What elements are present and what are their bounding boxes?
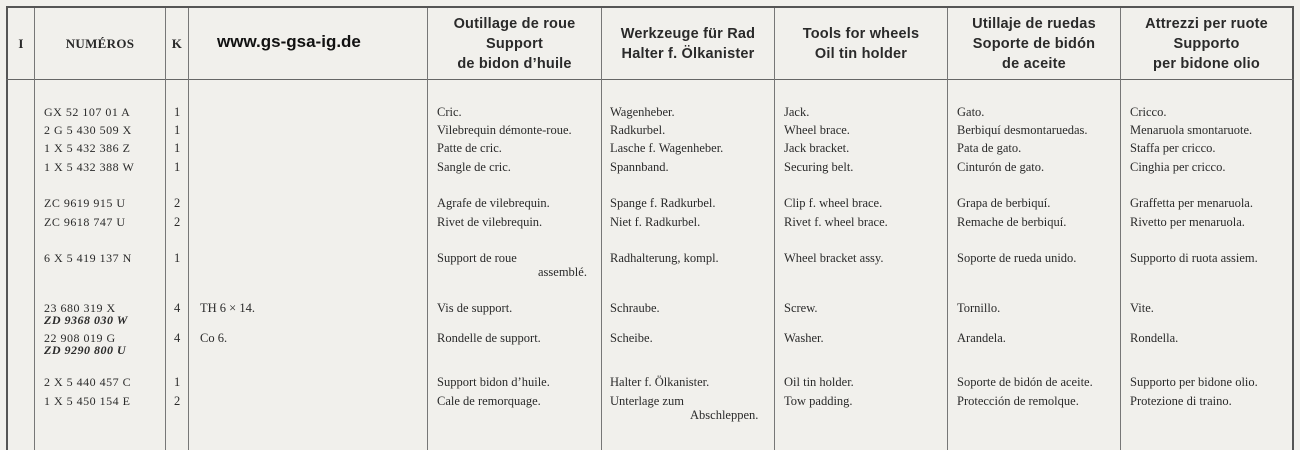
desc-fr: Cric.: [437, 105, 462, 119]
desc-fr: Rondelle de support.: [437, 331, 541, 345]
desc-es: Gato.: [957, 105, 985, 119]
desc-it: Graffetta per menaruola.: [1130, 196, 1253, 210]
desc-de: Unterlage zum: [610, 394, 684, 408]
desc-es: Protección de remolque.: [957, 394, 1079, 408]
quantity: 4: [174, 331, 181, 345]
desc-en: Jack.: [784, 105, 810, 119]
header-english: Tools for wheels Oil tin holder: [802, 25, 920, 62]
part-number: 2 G 5 430 509 X: [44, 123, 132, 137]
desc-fr: Support de roue: [437, 251, 517, 265]
desc-fr: Agrafe de vilebrequin.: [437, 196, 550, 210]
alt-part-number: ZD 9368 030 W: [44, 313, 128, 327]
quantity: 2: [174, 215, 181, 229]
part-number: 1 X 5 450 154 E: [44, 394, 131, 408]
desc-en: Washer.: [784, 331, 824, 345]
part-number: ZC 9619 915 U: [44, 196, 126, 210]
desc-de: Radhalterung, kompl.: [610, 251, 719, 265]
desc-it: Menaruola smontaruote.: [1130, 123, 1253, 137]
desc-de: Radkurbel.: [610, 123, 666, 137]
part-number: 1 X 5 432 388 W: [44, 160, 135, 174]
website-watermark: www.gs-gsa-ig.de: [217, 32, 361, 51]
header-numeros: NUMÉROS: [65, 35, 135, 51]
quantity: 1: [174, 141, 181, 155]
desc-fr: Patte de cric.: [437, 141, 502, 155]
desc-fr: Cale de remorquage.: [437, 394, 541, 408]
desc-de: Halter f. Ölkanister.: [610, 375, 710, 389]
part-number: 22 908 019 G: [44, 331, 116, 345]
header-divider: [6, 79, 1294, 80]
quantity: 1: [174, 160, 181, 174]
desc-it: Supporto di ruota assiem.: [1130, 251, 1258, 265]
desc-fr: Vilebrequin démonte-roue.: [437, 123, 572, 137]
header-german: Werkzeuge für Rad Halter f. Ölkanister: [620, 25, 756, 62]
desc-it: Supporto per bidone olio.: [1130, 375, 1258, 389]
header-italian: Attrezzi per ruote Supporto per bidone olio: [1145, 15, 1268, 72]
header-index: I: [18, 35, 24, 51]
desc-es: Remache de berbiquí.: [957, 215, 1067, 229]
desc-en: Clip f. wheel brace.: [784, 196, 883, 210]
alt-part-number: ZD 9290 800 U: [44, 343, 127, 357]
quantity: 2: [174, 196, 181, 210]
desc-fr-continued: assemblé.: [538, 265, 587, 279]
desc-en: Tow padding.: [784, 394, 853, 408]
desc-fr: Support bidon d’huile.: [437, 375, 550, 389]
desc-es: Cinturón de gato.: [957, 160, 1045, 174]
quantity: 2: [174, 394, 181, 408]
desc-es: Tornillo.: [957, 301, 1001, 315]
desc-en: Wheel bracket assy.: [784, 251, 884, 265]
desc-de-continued: Abschleppen.: [690, 408, 759, 422]
table-frame-right: [1292, 6, 1294, 450]
desc-it: Rivetto per menaruola.: [1130, 215, 1245, 229]
spec-note: TH 6 × 14.: [200, 301, 255, 315]
desc-en: Screw.: [784, 301, 818, 315]
header-k: K: [171, 35, 183, 51]
desc-en: Jack bracket.: [784, 141, 850, 155]
desc-en: Oil tin holder.: [784, 375, 854, 389]
desc-es: Berbiquí desmontaruedas.: [957, 123, 1088, 137]
desc-es: Soporte de rueda unido.: [957, 251, 1077, 265]
desc-de: Spannband.: [610, 160, 669, 174]
quantity: 1: [174, 105, 181, 119]
desc-it: Protezione di traino.: [1130, 394, 1232, 408]
desc-it: Staffa per cricco.: [1130, 141, 1216, 155]
desc-es: Soporte de bidón de aceite.: [957, 375, 1093, 389]
desc-de: Niet f. Radkurbel.: [610, 215, 701, 229]
desc-es: Arandela.: [957, 331, 1006, 345]
desc-en: Wheel brace.: [784, 123, 850, 137]
column-divider: [188, 8, 189, 450]
desc-de: Wagenheber.: [610, 105, 675, 119]
part-number: ZC 9618 747 U: [44, 215, 126, 229]
quantity: 1: [174, 251, 181, 265]
desc-en: Securing belt.: [784, 160, 854, 174]
desc-es: Pata de gato.: [957, 141, 1022, 155]
desc-it: Cricco.: [1130, 105, 1167, 119]
header-spanish: Utillaje de ruedas Soporte de bidón de aceite: [972, 15, 1096, 72]
desc-it: Vite.: [1130, 301, 1154, 315]
header-french: Outillage de roue Support de bidon d’huile: [453, 15, 576, 72]
desc-en: Rivet f. wheel brace.: [784, 215, 888, 229]
desc-de: Lasche f. Wagenheber.: [610, 141, 724, 155]
desc-es: Grapa de berbiquí.: [957, 196, 1051, 210]
quantity: 1: [174, 375, 181, 389]
desc-de: Schraube.: [610, 301, 660, 315]
desc-de: Spange f. Radkurbel.: [610, 196, 716, 210]
part-number: 6 X 5 419 137 N: [44, 251, 132, 265]
desc-fr: Sangle de cric.: [437, 160, 511, 174]
spec-note: Co 6.: [200, 331, 228, 345]
part-number: 2 X 5 440 457 C: [44, 375, 132, 389]
desc-fr: Vis de support.: [437, 301, 513, 315]
part-number: GX 52 107 01 A: [44, 105, 131, 119]
desc-it: Rondella.: [1130, 331, 1179, 345]
desc-fr: Rivet de vilebrequin.: [437, 215, 543, 229]
desc-de: Scheibe.: [610, 331, 653, 345]
part-number: 1 X 5 432 386 Z: [44, 141, 131, 155]
part-number: 23 680 319 X: [44, 301, 116, 315]
quantity: 4: [174, 301, 181, 315]
quantity: 1: [174, 123, 181, 137]
desc-it: Cinghia per cricco.: [1130, 160, 1226, 174]
